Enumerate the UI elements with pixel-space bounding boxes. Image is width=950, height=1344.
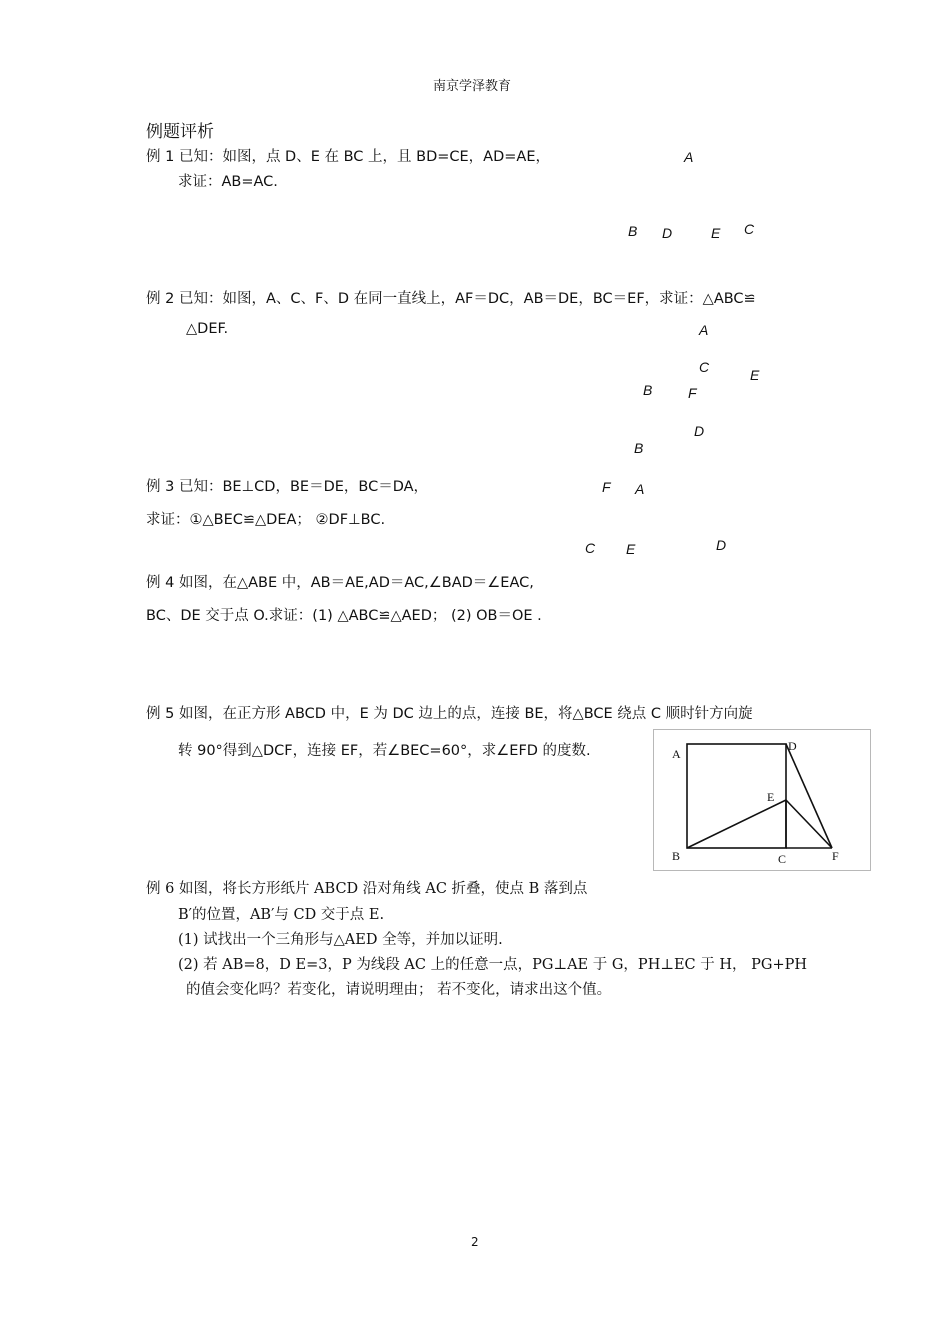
ex5-label-f: F (832, 849, 839, 863)
ex2-label-d: D (694, 423, 705, 439)
ex2-label-e: E (750, 367, 760, 383)
ex3-line2: 求证：①△BEC≌△DEA； ②DF⊥BC. (146, 512, 386, 528)
ex4-line2: BC、DE 交于点 O.求证：(1) △ABC≌△AED； (2) OB＝OE . (146, 608, 542, 624)
ex3-label-a: A (635, 481, 645, 497)
ex1-label-b: B (628, 223, 638, 239)
ex6-line1: 例 6 如图，将长方形纸片 ABCD 沿对角线 AC 折叠，使点 B 落到点 (146, 881, 588, 897)
section-title: 例题评析 (146, 122, 214, 142)
ex3-line1: 例 3 已知：BE⊥CD，BE＝DE，BC＝DA， (146, 479, 429, 495)
ex1-label-c: C (744, 221, 755, 237)
ex5-figure (653, 729, 871, 871)
ex3-label-d: D (716, 537, 727, 553)
ex3-label-c: C (585, 540, 596, 556)
ex2-label-c: C (699, 359, 710, 375)
ex1-line2: 求证：AB=AC. (178, 174, 278, 190)
ex6-line2: B′的位置，AB′与 CD 交于点 E. (178, 907, 385, 923)
ex5-line1: 例 5 如图，在正方形 ABCD 中，E 为 DC 边上的点，连接 BE，将△BCE 绕点 C 顺时针方向旋 (146, 706, 753, 722)
ex5-label-a: A (672, 747, 681, 761)
ex5-line2: 转 90°得到△DCF，连接 EF，若∠BEC=60°，求∠EFD 的度数. (178, 743, 591, 759)
ex6-line5: 的值会变化吗？若变化，请说明理由； 若不变化，请求出这个值。 (186, 982, 612, 998)
page-number: 2 (471, 1235, 479, 1249)
ex3-label-b: B (634, 440, 644, 456)
ex2-label-f: F (688, 385, 697, 401)
ex6-line3: (1) 试找出一个三角形与△AED 全等，并加以证明. (178, 932, 503, 948)
page-header: 南京学泽教育 (433, 79, 512, 94)
ex5-label-d: D (788, 739, 797, 753)
segment-ef (786, 800, 832, 848)
segment-df (786, 744, 832, 848)
ex1-label-a: A (684, 149, 694, 165)
ex1-label-d: D (662, 225, 673, 241)
ex2-line1: 例 2 已知：如图，A、C、F、D 在同一直线上，AF＝DC，AB＝DE，BC＝EF，求证：△ABC≌ (146, 291, 756, 307)
ex1-line1: 例 1 已知：如图，点 D、E 在 BC 上，且 BD=CE，AD=AE， (146, 149, 550, 165)
ex6-line4: (2) 若 AB=8，D E=3，P 为线段 AC 上的任意一点，PG⊥AE 于 G，PH⊥EC 于 H， PG+PH (178, 957, 808, 973)
ex5-label-c: C (778, 852, 787, 866)
ex2-line2: △DEF. (186, 321, 229, 337)
ex3-label-f: F (602, 479, 611, 495)
ex1-label-e: E (711, 225, 721, 241)
segment-be (687, 800, 786, 848)
ex4-line1: 例 4 如图，在△ABE 中，AB＝AE,AD＝AC,∠BAD＝∠EAC, (146, 575, 534, 591)
ex3-label-e: E (626, 541, 636, 557)
ex5-label-e: E (767, 790, 775, 804)
ex5-label-b: B (672, 849, 681, 863)
ex2-label-b: B (643, 382, 653, 398)
ex2-label-a: A (699, 322, 709, 338)
